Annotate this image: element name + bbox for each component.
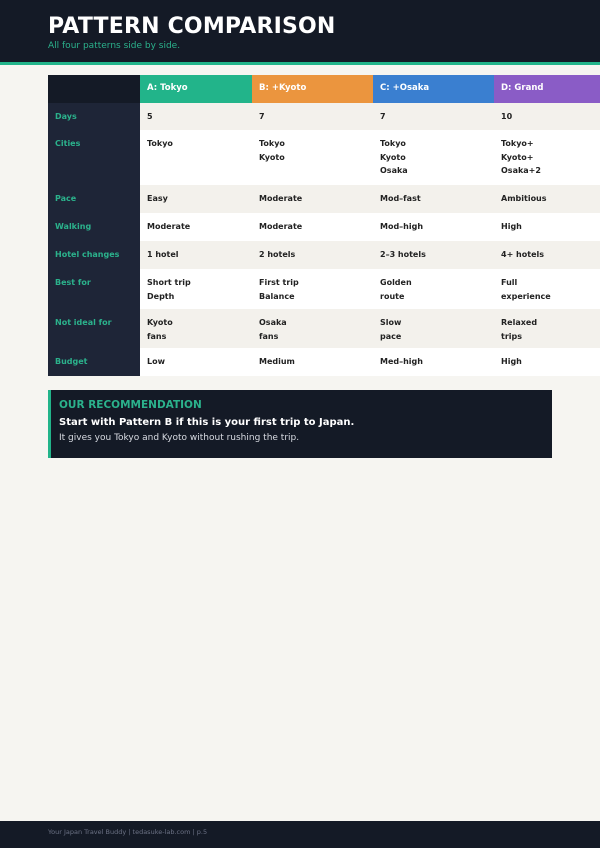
cell-line: Mod–fast [380,194,421,203]
page-title: PATTERN COMPARISON [48,14,336,39]
cell-line: 10 [501,112,513,121]
table-row [48,348,600,376]
row-label: Budget [48,348,140,376]
cell-line: Full [501,278,518,287]
header-corner-cell [48,75,140,103]
cell-line: Kyoto [380,152,406,162]
cell-line: Osaka [259,318,287,327]
cell-line: route [380,291,405,301]
cell-line: 5 [147,112,153,121]
table-row [48,103,600,130]
column-header-c: C: +Osaka [373,75,494,103]
recommendation-box [48,390,552,458]
cell-line: Tokyo [380,139,406,148]
cell-line: Tokyo+ [501,139,534,148]
cell-line: Medium [259,357,295,366]
table-row [48,241,600,269]
table-cell [140,185,252,213]
table-header-row [48,75,600,103]
footer-text: Your Japan Travel Buddy | tedasuke-lab.com | p.5 [48,828,208,836]
cell-line: 7 [259,112,265,121]
cell-line: trips [501,331,522,341]
cell-line: Relaxed [501,318,538,327]
table-cell [373,241,494,269]
table-cell [252,241,373,269]
cell-line: Moderate [259,222,303,231]
cell-line: Kyoto [147,318,173,327]
table-cell [494,309,600,348]
table-cell [373,309,494,348]
row-label: Pace [48,185,140,213]
cell-line: experience [501,291,551,301]
cell-line: First trip [259,278,299,287]
table-body [48,103,600,376]
cell-line: Tokyo [259,139,285,148]
table-cell [140,103,252,130]
column-header-a: A: Tokyo [140,75,252,103]
table-cell [252,269,373,309]
table-cell [140,309,252,348]
table-cell [252,309,373,348]
cell-line: Short trip [147,278,191,287]
table-cell [494,241,600,269]
cell-line: Easy [147,194,168,203]
table-cell [373,185,494,213]
row-label: Cities [48,130,140,185]
table-cell [252,213,373,241]
table-cell [494,185,600,213]
column-header-d: D: Grand [494,75,600,103]
table-cell [252,348,373,376]
table-cell [373,348,494,376]
cell-line: High [501,357,522,366]
cell-line: Med–high [380,357,423,366]
cell-line: Kyoto+ [501,152,534,162]
recommendation-main: Start with Pattern B if this is your first trip to Japan. [59,417,355,428]
table-row [48,130,600,185]
cell-line: fans [259,331,279,341]
cell-line: Ambitious [501,194,547,203]
table-cell [140,269,252,309]
cell-line: Kyoto [259,152,285,162]
header-accent-line [0,62,600,65]
table-cell [252,130,373,185]
table-cell [140,130,252,185]
table-cell [373,213,494,241]
column-header-b: B: +Kyoto [252,75,373,103]
row-label: Not ideal for [48,309,140,348]
table-cell [494,130,600,185]
cell-line: 2 hotels [259,250,296,259]
table-row [48,309,600,348]
recommendation-title: OUR RECOMMENDATION [59,399,202,411]
cell-line: Depth [147,291,175,301]
table-cell [252,103,373,130]
table-cell [373,130,494,185]
cell-line: High [501,222,522,231]
table-row [48,269,600,309]
table-cell [494,348,600,376]
table-cell [140,348,252,376]
cell-line: 2–3 hotels [380,250,426,259]
page-subtitle: All four patterns side by side. [48,41,181,51]
cell-line: pace [380,331,402,341]
table-cell [252,185,373,213]
table-cell [494,213,600,241]
table-cell [140,213,252,241]
cell-line: 4+ hotels [501,250,544,259]
cell-line: Golden [380,278,412,287]
cell-line: Moderate [147,222,191,231]
cell-line: Slow [380,318,402,327]
table-cell [494,103,600,130]
table-row [48,213,600,241]
table-row [48,185,600,213]
page-header [0,0,600,62]
page-footer [0,821,600,848]
cell-line: fans [147,331,167,341]
comparison-table [48,75,600,376]
table-cell [140,241,252,269]
row-label: Walking [48,213,140,241]
cell-line: 7 [380,112,386,121]
row-label: Days [48,103,140,130]
cell-line: Balance [259,291,295,301]
table-cell [373,269,494,309]
cell-line: Osaka+2 [501,166,541,175]
cell-line: Low [147,357,165,366]
cell-line: Osaka [380,166,408,175]
row-label: Best for [48,269,140,309]
cell-line: Mod–high [380,222,424,231]
cell-line: 1 hotel [147,250,179,259]
table-cell [373,103,494,130]
cell-line: Tokyo [147,139,173,148]
cell-line: Moderate [259,194,303,203]
row-label: Hotel changes [48,241,140,269]
recommendation-sub: It gives you Tokyo and Kyoto without rushing the trip. [59,433,300,443]
table-cell [494,269,600,309]
